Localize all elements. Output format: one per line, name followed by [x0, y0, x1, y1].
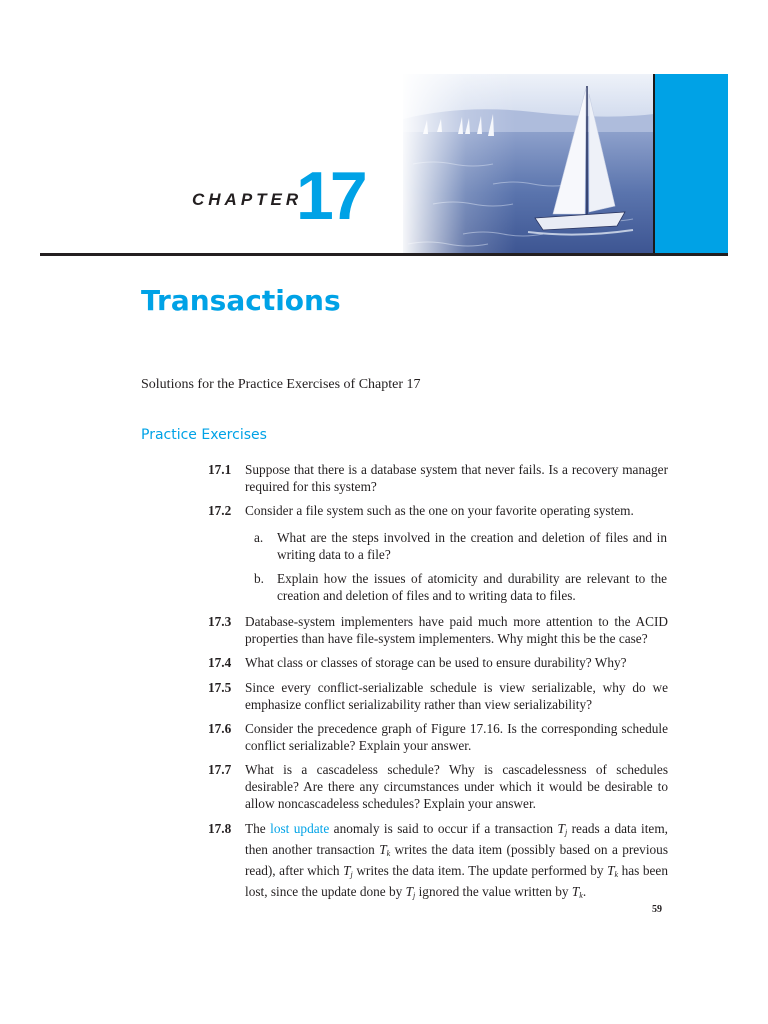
sub-item: [254, 529, 667, 563]
chapter-title: Transactions: [141, 284, 341, 317]
exercise-number: 17.2: [208, 503, 232, 518]
sub-item-marker: b.: [254, 571, 264, 586]
chapter-subtitle: Solutions for the Practice Exercises of Chapter 17: [141, 377, 421, 392]
sub-item: [254, 570, 667, 604]
sub-item-marker: a.: [254, 530, 264, 545]
text-run: anomaly is said to occur if a transaction: [329, 821, 558, 836]
exercise-number: 17.5: [208, 680, 232, 695]
transaction-symbol: $T_k$: [607, 863, 619, 879]
transaction-symbol: $T_k$: [571, 884, 583, 900]
chapter-number: 17: [296, 158, 364, 234]
exercise-item: [208, 461, 668, 495]
sub-item-text: What are the steps involved in the creation and deletion of files and in writing data to a file?: [277, 530, 667, 562]
header-rule: [40, 253, 728, 256]
exercise-item: [208, 502, 668, 519]
header-sailboat-photo: [403, 74, 654, 254]
exercise-number: 17.8: [208, 821, 232, 836]
exercise-number: 17.3: [208, 614, 232, 629]
exercise-item: [208, 654, 668, 671]
exercise-text: Suppose that there is a database system that never fails. Is a recovery manager required for this system?: [245, 462, 668, 494]
transaction-symbol: $T_k$: [379, 842, 391, 858]
exercise-text: What is a cascadeless schedule? Why is cascadelessness of schedules desirable? Are there any circumstances under which it would be desirable to allow noncascadeless schedules? Explain your answer.: [245, 762, 668, 811]
exercise-item: [208, 613, 668, 647]
text-run: .: [582, 884, 587, 899]
sub-item-text: Explain how the issues of atomicity and durability are relevant to the creation and deletion of files and to writing data to files.: [277, 571, 667, 603]
text-run: ignored the value written by: [415, 884, 572, 899]
section-heading: Practice Exercises: [141, 427, 267, 443]
exercise-item: [208, 761, 668, 812]
exercise-text: Consider a file system such as the one on your favorite operating system.: [245, 503, 634, 518]
sailboat-illustration: [403, 74, 654, 254]
exercise-item: [208, 720, 668, 754]
text-run: The: [245, 821, 271, 836]
exercise-number: 17.6: [208, 721, 232, 736]
exercise-text: What class or classes of storage can be used to ensure durability? Why?: [245, 655, 627, 670]
page-number: 59: [652, 904, 662, 915]
exercise-text: [245, 820, 668, 904]
text-run: writes the data item. The update performed by: [352, 863, 608, 878]
exercise-number: 17.4: [208, 655, 232, 670]
highlighted-term: lost update: [270, 821, 330, 836]
exercise-item: [208, 820, 668, 904]
transaction-symbol: $T_j$: [405, 884, 416, 900]
transaction-symbol: $T_j$: [557, 821, 568, 837]
exercise-text: Database-system implementers have paid much more attention to the ACID properties than have file-system implementers. Why might this be the case?: [245, 614, 668, 646]
exercise-number: 17.7: [208, 762, 232, 777]
text-run: has been lost, since the update done by: [245, 863, 668, 899]
transaction-symbol: $T_j$: [343, 863, 353, 879]
exercise-text: Consider the precedence graph of Figure 17.16. Is the corresponding schedule conflict serializable? Explain your answer.: [245, 721, 668, 753]
header-accent-bar: [655, 74, 728, 254]
exercise-item: [208, 679, 668, 713]
exercise-text: Since every conflict-serializable schedule is view serializable, why do we emphasize conflict serializability rather than view serializability?: [245, 680, 668, 712]
text-run: reads a data item, then another transaction: [245, 821, 669, 857]
text-run: writes the data item (possibly based on a previous read), after which: [245, 842, 668, 878]
chapter-label: CHAPTER: [192, 190, 303, 209]
exercise-number: 17.1: [208, 462, 232, 477]
